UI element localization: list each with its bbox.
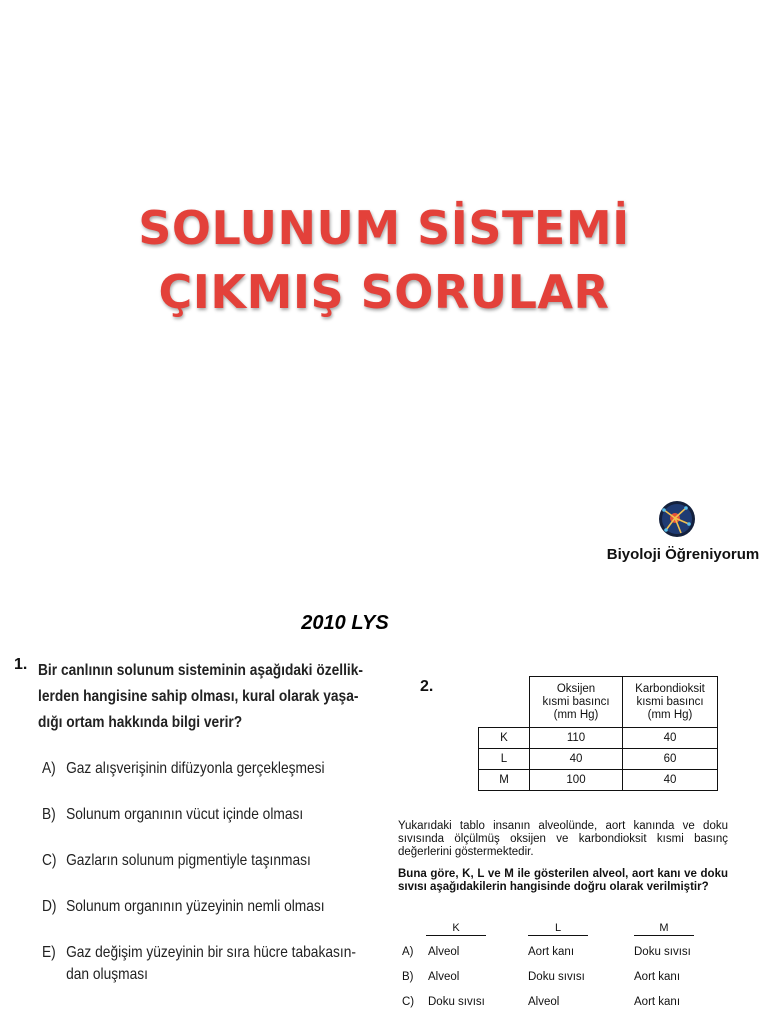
table-row [479,728,718,749]
neuron-logo-icon [656,500,698,540]
brand-name: Biyoloji Öğreniyorum [606,546,760,563]
table-cell: 40 [623,728,718,749]
stem-line: dığı ortam hakkında bilgi verir? [38,714,243,731]
question-2-number: 2. [420,678,434,695]
option-column-header-k: K [426,922,486,936]
table-header-cell: Karbondioksit kısmi basıncı (mm Hg) [623,677,718,728]
question-2-prompt: Buna göre, K, L ve M ile gösterilen alveol, aort kanı ve doku sıvısı aşağıdakilerin hangisinde doğru olarak verilmiştir? [398,868,728,893]
table-cell: 40 [623,770,718,791]
table-header-cell: Oksijen kısmi basıncı (mm Hg) [530,677,623,728]
brand-block [598,500,768,572]
question-1-option-d: D) Solunum organının yüzeyinin nemli olması [42,898,325,915]
stem-line: lerden hangisine sahip olması, kural olarak yaşa- [38,688,359,705]
question-2-intro: Yukarıdaki tablo insanın alveolünde, aort kanında ve doku sıvısında ölçülmüş oksijen ve karbondioksit kısmi basınç değerlerini göstermektedir. [398,820,728,858]
title-line-1: SOLUNUM SİSTEMİ [138,201,630,255]
slide-title [0,196,768,324]
question-1-option-a: A) Gaz alışverişinin difüzyonla gerçekleşmesi [42,760,325,777]
table-cell: 100 [530,770,623,791]
table-cell: 40 [530,749,623,770]
pressure-table [478,676,718,791]
stem-line: Bir canlının solunum sisteminin aşağıdaki özellik- [38,662,363,679]
question-1-option-e: E) Gaz değişim yüzeyinin bir sıra hücre tabakasın- dan oluşması [42,944,356,983]
question-1-option-b: B) Solunum organının vücut içinde olması [42,806,304,823]
table-cell: K [479,728,530,749]
table-row [479,749,718,770]
option-column-header-l: L [528,922,588,936]
option-column-header-m: M [634,922,694,936]
question-1-number: 1. [14,656,28,673]
questions-slide: 2010 LYS 1. Bir canlının solunum sisteminin aşağıdaki özellik- lerden hangisine sahip olması, kural olarak yaşa- dığı ortam hakkında bilgi verir? A) Gaz alışverişinin difüzyonla gerçekleşmesi B) Solunum organının vücut içinde olması C) Gazların solunum pigmentiyle taşınması D) Solunum organının yüzeyinin nemli olması E) Gaz değişim yüzeyinin bir sıra hücre tabakasın- dan oluşması 2. Oksijen kısmi basıncı (mm Hg) Karbondioksit kısmi basıncı (mm Hg) K 110 40 L 40 60 M 100 40 Yukarıdaki tablo insanın alveolünde, aort kanında ve doku sıvısında ölçülmüş oksijen ve karbondioksit kısmi basınç değerlerini göstermektedir. Buna göre, K, L ve M ile gösterilen alveol, aort kanı ve doku sıvısı aşağıdakilerin hangisinde doğru olarak verilmiştir? K L M A) Alveol Aort kanı Doku sıvısı B) Alveol Doku sıvısı Aort kanı C) Doku sıvısı Alveol Aort kanı [0,580,768,1024]
table-row [479,770,718,791]
table-cell: M [479,770,530,791]
exam-year-heading: 2010 LYS [301,612,389,634]
table-header-row [479,677,718,728]
question-1-option-c: C) Gazların solunum pigmentiyle taşınması [42,852,311,869]
table-header-cell [479,677,530,728]
table-cell: 60 [623,749,718,770]
table-cell: 110 [530,728,623,749]
title-line-2: ÇIKMIŞ SORULAR [158,265,610,319]
table-cell: L [479,749,530,770]
question-1-stem [38,658,382,736]
